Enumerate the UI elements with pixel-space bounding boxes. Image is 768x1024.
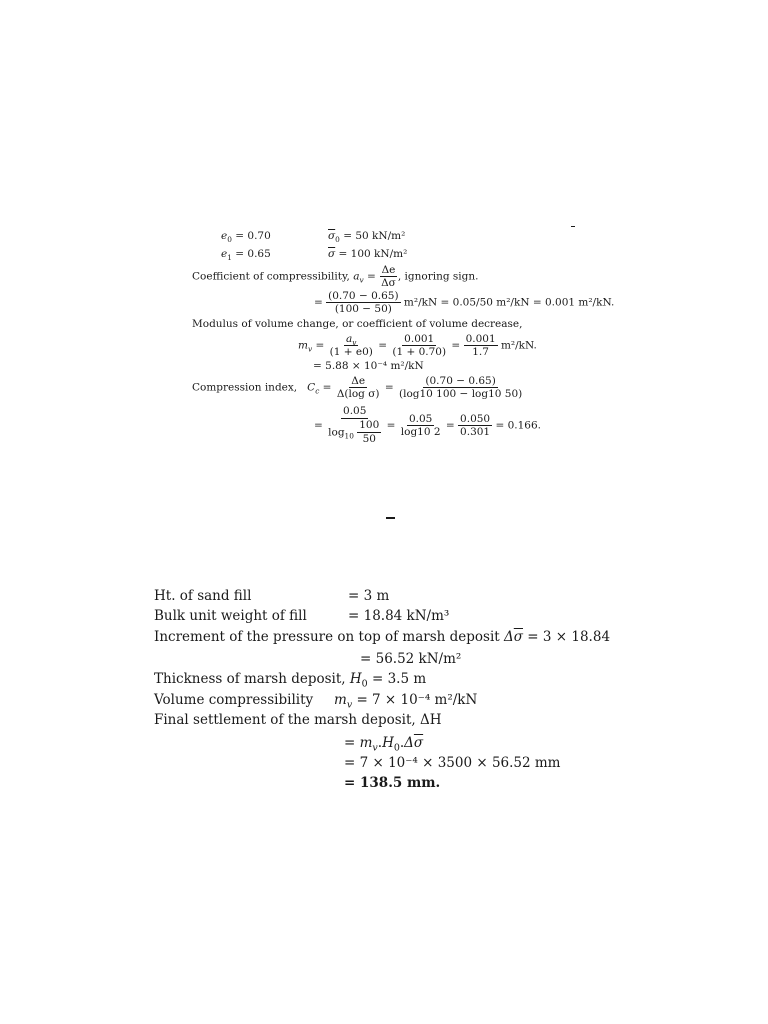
sand-fill-value: = 3 m: [348, 588, 390, 604]
bulk-weight-label: Bulk unit weight of fill: [154, 608, 307, 624]
volume-compressibility-value: $m_v = 7 \times 10^{-4}$ m²/kN: [334, 692, 478, 711]
settlement-formula: = $m_v.H_0.\Delta\overline{\sigma}$: [344, 735, 424, 754]
stray-dash-mark: [571, 226, 575, 227]
sigma0-line: $\overline{\sigma}_0 = 50$ kN/m²: [328, 230, 406, 245]
settlement-result: = 138.5 mm.: [344, 775, 441, 791]
bulk-weight-value: = 18.84 kN/m³: [348, 608, 450, 624]
cc-calculation: = 0.05 $\log_{10}$ $\frac{100}{50}$ = $\frac{0.05}{\log 10 2}$ = $\frac{0.050}{0.301}$ = 0.166.: [314, 405, 541, 445]
e0-line: $e_0 = 0.70$: [221, 230, 271, 245]
settlement-calculation: = 7 × 10⁻⁴ × 3500 × 56.52 mm: [344, 755, 561, 771]
av-calculation: = $\frac{(0.70 - 0.65)}{(100 - 50)}$ m²/kN = 0.05/50 m²/kN = 0.001 m²/kN.: [314, 290, 615, 315]
e1-line: $e_1 = 0.65$: [221, 248, 271, 263]
pressure-increment-value: = 56.52 kN/m²: [360, 651, 462, 667]
final-settlement-label: Final settlement of the marsh deposit, ΔH: [154, 712, 442, 728]
marsh-thickness-line: Thickness of marsh deposit, $H_0 = 3.5$ m: [154, 671, 427, 690]
mv-calculation: $m_v$ = $\frac{a_v}{(1 + e0)}$ = $\frac{0.001}{(1 + 0.70)}$ = $\frac{0.001}{1.7}$ m²/kN.: [298, 333, 537, 358]
cc-definition: Compression index, $C_c$ = $\frac{\Delta e}{\text{Δ(log σ)}}$ = $\frac{(0.70 - 0.65)}{(\log 10 100 - \log 10 50)}$: [192, 375, 523, 400]
volume-compressibility-label: Volume compressibility: [154, 692, 314, 708]
sand-fill-label: Ht. of sand fill: [154, 588, 252, 604]
sigma-line: $\overline{\sigma} = 100$ kN/m²: [328, 248, 408, 260]
stray-dash-mark: [386, 517, 395, 519]
pressure-increment-line: Increment of the pressure on top of marsh deposit $\Delta\overline{\sigma} = 3 \times 18.84$: [154, 629, 611, 645]
mv-definition: Modulus of volume change, or coefficient of volume decrease,: [192, 318, 523, 330]
mv-result: = 5.88 × 10⁻⁴ m²/kN: [313, 360, 424, 372]
av-definition: Coefficient of compressibility, $a_v$ = $\frac{\Delta e}{\Delta\sigma}$ , ignoring sign.: [192, 264, 479, 289]
